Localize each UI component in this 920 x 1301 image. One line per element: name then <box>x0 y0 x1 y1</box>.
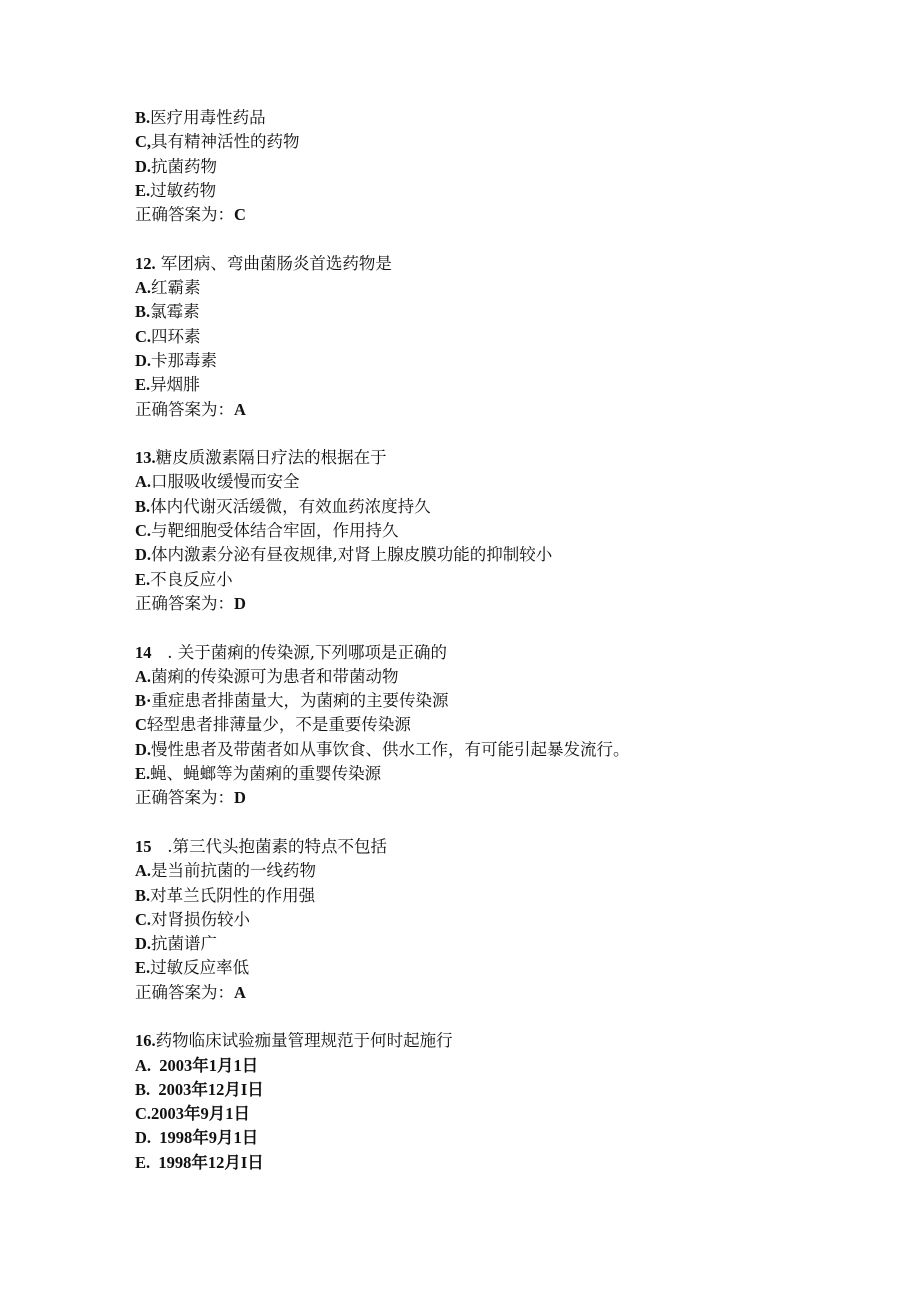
question-number: 14 <box>135 642 152 662</box>
option-letter: D. <box>135 545 152 565</box>
option-b <box>135 689 875 713</box>
option-letter: B. <box>135 885 151 905</box>
option-b <box>135 495 875 519</box>
option-letter: B. <box>135 1079 151 1099</box>
question-stem <box>135 641 875 665</box>
option-text: 过敏反应率低 <box>150 958 250 978</box>
option-d <box>135 1126 875 1150</box>
option-text: 卡那毒素 <box>151 350 218 370</box>
option-text: 轻型患者排薄量少，不是重要传染源 <box>146 715 411 735</box>
question-stem <box>135 446 875 470</box>
answer-value: D <box>234 593 246 613</box>
option-e <box>135 1151 875 1175</box>
option-b <box>135 1078 875 1102</box>
option-c <box>135 1102 875 1126</box>
question-text: .第三代头抱菌素的特点不包括 <box>151 836 387 856</box>
option-c <box>135 713 875 737</box>
option-text: 蝇、蝇螂等为菌痢的重婴传染源 <box>150 764 382 784</box>
option-letter: E. <box>135 764 151 784</box>
document-page <box>135 106 875 1175</box>
answer-value: D <box>234 788 246 808</box>
question-number: 15 <box>135 836 152 856</box>
question-number: 13. <box>135 448 156 468</box>
option-e <box>135 373 875 397</box>
option-letter: C, <box>135 132 152 152</box>
question-16 <box>135 1029 875 1175</box>
option-letter: E. <box>135 569 151 589</box>
option-d <box>135 543 875 567</box>
option-e <box>135 568 875 592</box>
option-letter: C <box>135 715 147 735</box>
option-letter: C. <box>135 326 152 346</box>
answer-value: C <box>234 205 246 225</box>
option-letter: E. <box>135 180 151 200</box>
option-text: 1998年12月I日 <box>150 1152 264 1172</box>
question-12 <box>135 252 875 422</box>
option-letter: E. <box>135 375 151 395</box>
option-letter: E. <box>135 958 151 978</box>
answer-line <box>135 592 875 616</box>
answer-line <box>135 398 875 422</box>
option-c <box>135 908 875 932</box>
option-text: 是当前抗菌的一线药物 <box>151 861 317 881</box>
option-text: 体内激素分泌有昼夜规律,对肾上腺皮膜功能的抑制较小 <box>151 545 553 565</box>
question-stem <box>135 835 875 859</box>
option-text: 抗菌谱广 <box>151 934 218 954</box>
option-text: 2003年9月1日 <box>151 1104 251 1124</box>
option-letter: B· <box>135 691 152 711</box>
option-text: 菌痢的传染源可为患者和带菌动物 <box>151 666 399 686</box>
answer-label: 正确答案为： <box>135 982 234 1002</box>
question-stem <box>135 1029 875 1053</box>
question-11 <box>135 106 875 227</box>
option-c <box>135 130 875 154</box>
option-letter: A. <box>135 278 152 298</box>
question-stem <box>135 252 875 276</box>
option-text: 体内代谢灭活缓微，有效血药浓度持久 <box>150 496 431 516</box>
question-number: 16. <box>135 1031 156 1051</box>
option-text: 慢性患者及带菌者如从事饮食、供水工作，有可能引起暴发流行。 <box>151 739 630 759</box>
question-text: 军团病、弯曲菌肠炎首选药物是 <box>155 253 392 273</box>
option-letter: B. <box>135 108 151 127</box>
question-number: 12. <box>135 253 156 273</box>
option-c <box>135 519 875 543</box>
option-text: 红霸素 <box>151 278 201 298</box>
option-d <box>135 738 875 762</box>
option-a <box>135 859 875 883</box>
option-b <box>135 106 875 130</box>
option-text: 医疗用毒性药品 <box>150 108 266 127</box>
answer-label: 正确答案为： <box>135 399 234 419</box>
question-text: 药物临床试验痂量管理规范于何时起施行 <box>155 1031 453 1051</box>
option-d <box>135 155 875 179</box>
option-letter: E. <box>135 1152 151 1172</box>
option-letter: B. <box>135 302 151 322</box>
question-15 <box>135 835 875 1005</box>
answer-value: A <box>234 399 246 419</box>
option-text: 口服吸收缓慢而安全 <box>151 472 300 492</box>
option-a <box>135 1054 875 1078</box>
option-c <box>135 325 875 349</box>
answer-value: A <box>234 982 246 1002</box>
answer-label: 正确答案为： <box>135 788 234 808</box>
option-text: 2003年12月I日 <box>150 1079 264 1099</box>
option-b <box>135 884 875 908</box>
option-letter: D. <box>135 350 152 370</box>
option-letter: C. <box>135 521 152 541</box>
option-letter: D. <box>135 1128 152 1148</box>
option-text: 1998年9月1日 <box>151 1128 259 1148</box>
option-text: 氯霉素 <box>150 302 200 322</box>
answer-label: 正确答案为： <box>135 205 234 225</box>
option-d <box>135 349 875 373</box>
option-text: 重症患者排菌量大，为菌痢的主要传染源 <box>151 691 449 711</box>
question-text: 糖皮质激素隔日疗法的根据在于 <box>155 448 387 468</box>
option-letter: A. <box>135 1055 152 1075</box>
option-a <box>135 470 875 494</box>
option-a <box>135 665 875 689</box>
answer-line <box>135 203 875 227</box>
option-a <box>135 276 875 300</box>
option-letter: A. <box>135 472 152 492</box>
option-text: 具有精神活性的药物 <box>151 132 300 152</box>
option-letter: C. <box>135 909 152 929</box>
option-text: 对革兰氏阴性的作用强 <box>150 885 316 905</box>
option-letter: D. <box>135 156 152 176</box>
answer-line <box>135 786 875 810</box>
option-text: 异烟腓 <box>150 375 200 395</box>
option-e <box>135 956 875 980</box>
question-13 <box>135 446 875 616</box>
option-letter: C. <box>135 1104 152 1124</box>
option-letter: B. <box>135 496 151 516</box>
question-14 <box>135 641 875 811</box>
answer-line <box>135 981 875 1005</box>
option-letter: A. <box>135 861 152 881</box>
option-letter: A. <box>135 666 152 686</box>
option-d <box>135 932 875 956</box>
option-text: 过敏药物 <box>150 180 217 200</box>
option-text: 四环素 <box>151 326 201 346</box>
question-text: . 关于菌痢的传染源,下列哪项是正确的 <box>151 642 447 662</box>
option-e <box>135 179 875 203</box>
option-text: 不良反应小 <box>150 569 233 589</box>
option-text: 2003年1月1日 <box>151 1055 259 1075</box>
option-letter: D. <box>135 739 152 759</box>
option-b <box>135 300 875 324</box>
option-text: 与靶细胞受体结合牢固，作用持久 <box>151 521 399 541</box>
option-text: 对肾损伤较小 <box>151 909 251 929</box>
option-text: 抗菌药物 <box>151 156 218 176</box>
option-letter: D. <box>135 934 152 954</box>
option-e <box>135 762 875 786</box>
answer-label: 正确答案为： <box>135 593 234 613</box>
